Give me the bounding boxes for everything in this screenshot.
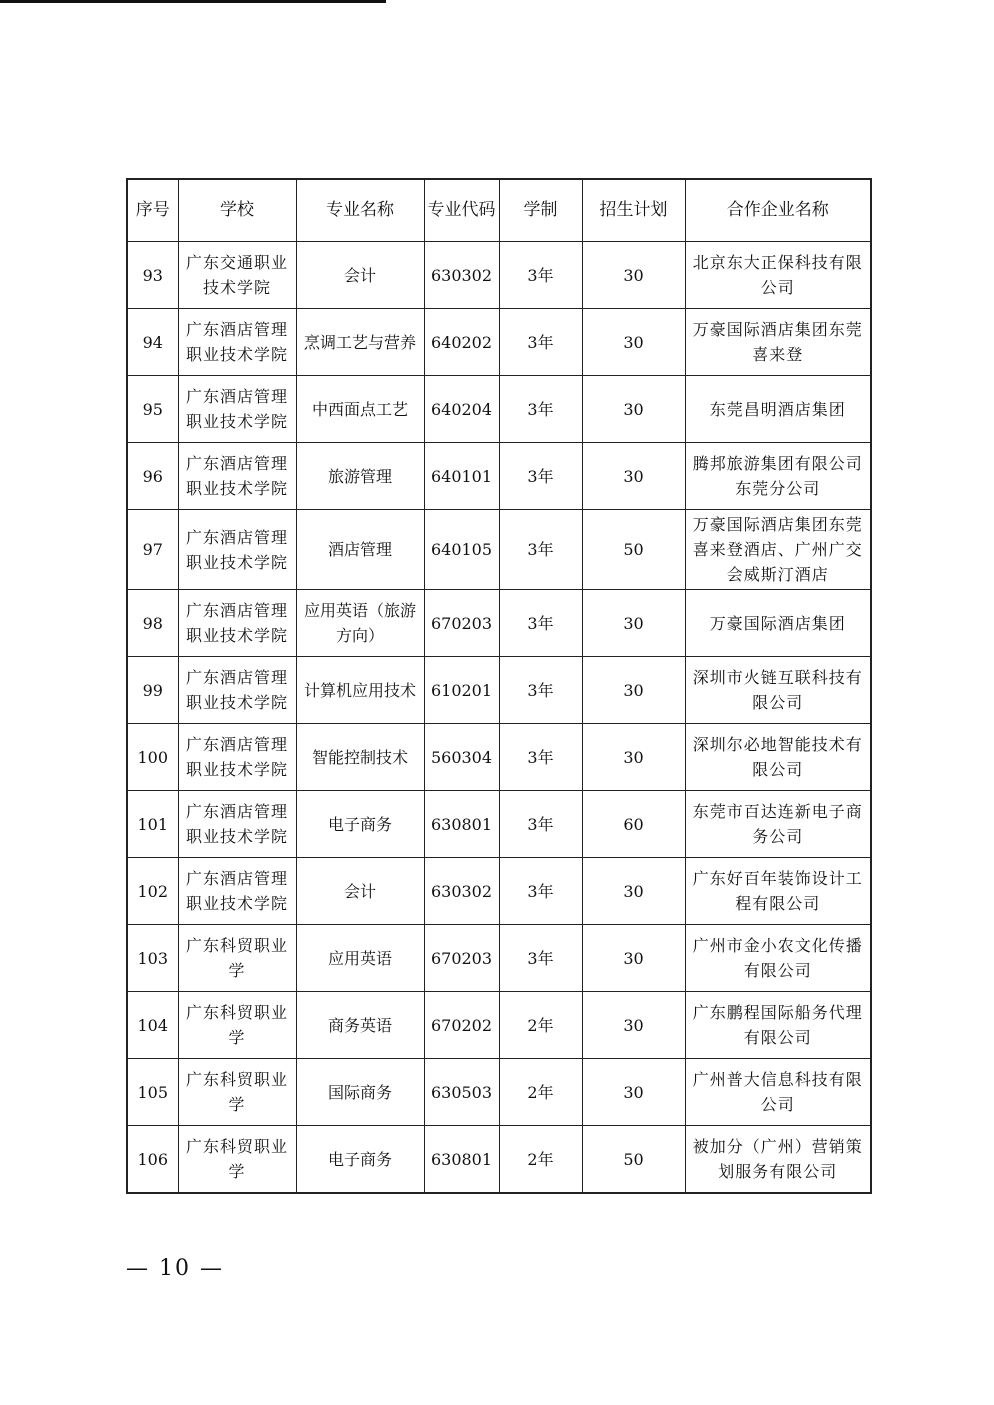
cell-duration: 3年	[499, 724, 582, 791]
cell-duration: 3年	[499, 443, 582, 510]
cell-code: 630503	[424, 1059, 499, 1126]
cell-school: 广东科贸职业学	[178, 992, 296, 1059]
cell-duration: 2年	[499, 1059, 582, 1126]
cell-plan: 30	[582, 657, 685, 724]
cell-company: 广东鹏程国际船务代理有限公司	[685, 992, 871, 1059]
header-major: 专业名称	[296, 179, 424, 242]
cell-index: 102	[127, 858, 178, 925]
enrollment-table	[126, 178, 872, 1194]
cell-duration: 3年	[499, 309, 582, 376]
table-row	[127, 858, 871, 925]
cell-company: 广州普大信息科技有限公司	[685, 1059, 871, 1126]
cell-major: 应用英语（旅游方向）	[296, 590, 424, 657]
cell-code: 640202	[424, 309, 499, 376]
cell-company: 东莞市百达连新电子商务公司	[685, 791, 871, 858]
cell-code: 610201	[424, 657, 499, 724]
cell-school: 广东酒店管理职业技术学院	[178, 376, 296, 443]
cell-school: 广东酒店管理职业技术学院	[178, 657, 296, 724]
top-rule	[0, 0, 386, 3]
cell-duration: 2年	[499, 1126, 582, 1194]
cell-major: 会计	[296, 242, 424, 309]
cell-company: 北京东大正保科技有限公司	[685, 242, 871, 309]
cell-duration: 3年	[499, 925, 582, 992]
cell-duration: 3年	[499, 791, 582, 858]
cell-school: 广东酒店管理职业技术学院	[178, 443, 296, 510]
cell-school: 广东酒店管理职业技术学院	[178, 309, 296, 376]
cell-school: 广东科贸职业学	[178, 925, 296, 992]
cell-plan: 30	[582, 992, 685, 1059]
header-duration: 学制	[499, 179, 582, 242]
cell-major: 旅游管理	[296, 443, 424, 510]
cell-duration: 3年	[499, 376, 582, 443]
cell-plan: 60	[582, 791, 685, 858]
cell-company: 被加分（广州）营销策划服务有限公司	[685, 1126, 871, 1194]
cell-index: 100	[127, 724, 178, 791]
cell-plan: 50	[582, 1126, 685, 1194]
cell-school: 广东酒店管理职业技术学院	[178, 590, 296, 657]
table-row	[127, 724, 871, 791]
cell-major: 电子商务	[296, 1126, 424, 1194]
cell-school: 广东酒店管理职业技术学院	[178, 791, 296, 858]
cell-code: 630302	[424, 242, 499, 309]
cell-code: 670203	[424, 925, 499, 992]
table-body	[127, 242, 871, 1194]
cell-company: 广州市金小农文化传播有限公司	[685, 925, 871, 992]
cell-major: 商务英语	[296, 992, 424, 1059]
header-company: 合作企业名称	[685, 179, 871, 242]
cell-plan: 30	[582, 724, 685, 791]
cell-company: 万豪国际酒店集团东莞喜来登	[685, 309, 871, 376]
cell-plan: 30	[582, 443, 685, 510]
cell-index: 94	[127, 309, 178, 376]
table-row	[127, 657, 871, 724]
table-row	[127, 510, 871, 590]
cell-code: 630801	[424, 1126, 499, 1194]
cell-plan: 30	[582, 1059, 685, 1126]
cell-duration: 3年	[499, 510, 582, 590]
cell-code: 640105	[424, 510, 499, 590]
cell-school: 广东交通职业技术学院	[178, 242, 296, 309]
cell-company: 万豪国际酒店集团	[685, 590, 871, 657]
cell-code: 640101	[424, 443, 499, 510]
cell-index: 103	[127, 925, 178, 992]
cell-index: 98	[127, 590, 178, 657]
cell-major: 智能控制技术	[296, 724, 424, 791]
table-row	[127, 376, 871, 443]
cell-major: 烹调工艺与营养	[296, 309, 424, 376]
cell-company: 腾邦旅游集团有限公司东莞分公司	[685, 443, 871, 510]
cell-code: 670203	[424, 590, 499, 657]
cell-index: 95	[127, 376, 178, 443]
header-plan: 招生计划	[582, 179, 685, 242]
cell-major: 国际商务	[296, 1059, 424, 1126]
cell-plan: 30	[582, 242, 685, 309]
table-row	[127, 443, 871, 510]
cell-major: 酒店管理	[296, 510, 424, 590]
table-row	[127, 992, 871, 1059]
cell-index: 104	[127, 992, 178, 1059]
cell-major: 电子商务	[296, 791, 424, 858]
cell-index: 99	[127, 657, 178, 724]
table-row	[127, 242, 871, 309]
cell-plan: 30	[582, 309, 685, 376]
table-row	[127, 309, 871, 376]
cell-major: 中西面点工艺	[296, 376, 424, 443]
page-number: — 10 —	[126, 1256, 224, 1281]
cell-code: 670202	[424, 992, 499, 1059]
cell-company: 深圳市火链互联科技有限公司	[685, 657, 871, 724]
cell-duration: 3年	[499, 858, 582, 925]
cell-major: 会计	[296, 858, 424, 925]
header-school: 学校	[178, 179, 296, 242]
cell-major: 应用英语	[296, 925, 424, 992]
table-row	[127, 590, 871, 657]
cell-major: 计算机应用技术	[296, 657, 424, 724]
cell-duration: 2年	[499, 992, 582, 1059]
cell-plan: 30	[582, 590, 685, 657]
cell-index: 97	[127, 510, 178, 590]
cell-school: 广东酒店管理职业技术学院	[178, 858, 296, 925]
table-header-row	[127, 179, 871, 242]
cell-index: 101	[127, 791, 178, 858]
cell-school: 广东酒店管理职业技术学院	[178, 724, 296, 791]
cell-duration: 3年	[499, 242, 582, 309]
cell-plan: 50	[582, 510, 685, 590]
header-index: 序号	[127, 179, 178, 242]
cell-school: 广东科贸职业学	[178, 1126, 296, 1194]
table-row	[127, 791, 871, 858]
cell-index: 93	[127, 242, 178, 309]
cell-plan: 30	[582, 858, 685, 925]
cell-index: 105	[127, 1059, 178, 1126]
cell-code: 630302	[424, 858, 499, 925]
cell-index: 96	[127, 443, 178, 510]
cell-plan: 30	[582, 925, 685, 992]
cell-company: 万豪国际酒店集团东莞喜来登酒店、广州广交会威斯汀酒店	[685, 510, 871, 590]
cell-code: 640204	[424, 376, 499, 443]
cell-plan: 30	[582, 376, 685, 443]
cell-company: 东莞昌明酒店集团	[685, 376, 871, 443]
cell-school: 广东酒店管理职业技术学院	[178, 510, 296, 590]
cell-school: 广东科贸职业学	[178, 1059, 296, 1126]
table-row	[127, 1059, 871, 1126]
cell-company: 深圳尔必地智能技术有限公司	[685, 724, 871, 791]
header-code: 专业代码	[424, 179, 499, 242]
table-row	[127, 925, 871, 992]
table-row	[127, 1126, 871, 1194]
cell-code: 560304	[424, 724, 499, 791]
cell-code: 630801	[424, 791, 499, 858]
cell-duration: 3年	[499, 657, 582, 724]
cell-company: 广东好百年装饰设计工程有限公司	[685, 858, 871, 925]
cell-index: 106	[127, 1126, 178, 1194]
cell-duration: 3年	[499, 590, 582, 657]
